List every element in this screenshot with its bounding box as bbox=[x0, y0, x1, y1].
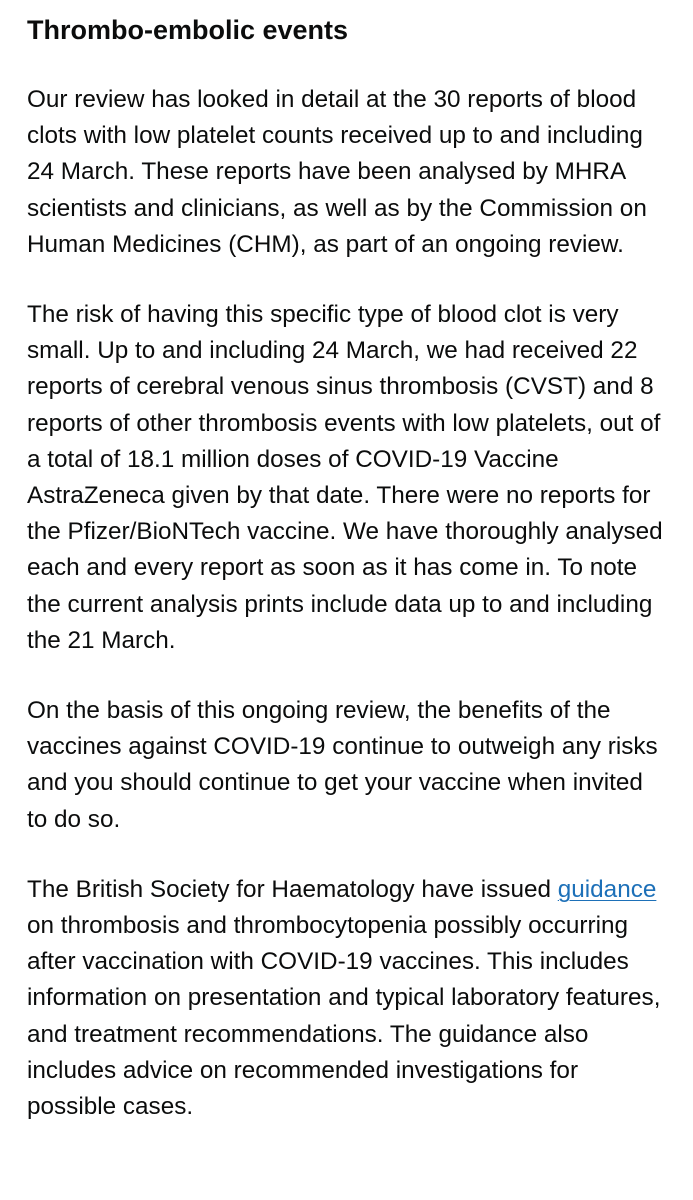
guidance-text-before: The British Society for Haematology have issued bbox=[27, 875, 558, 903]
review-paragraph: Our review has looked in detail at the 30 reports of blood clots with low platelet counts received up to and including 24 March. These reports have been analysed by MHRA scientists and clinicians, as well as by the Commission on Human Medicines (CHM), as part of an ongoing review. bbox=[27, 86, 647, 258]
guidance-paragraph bbox=[27, 872, 663, 1125]
risk-paragraph: The risk of having this specific type of blood clot is very small. Up to and including 24 March, we had received 22 reports of cerebral venous sinus thrombosis (CVST) and 8 reports of other thrombosis events with low platelets, out of a total of 18.1 million doses of COVID-19 Vaccine AstraZeneca given by that date. There were no reports for the Pfizer/BioNTech vaccine. We have thoroughly analysed each and every report as soon as it has come in. To note the current analysis prints include data up to and including the 21 March. bbox=[27, 301, 663, 654]
benefits-paragraph: On the basis of this ongoing review, the benefits of the vaccines against COVID-19 continue to outweigh any risks and you should continue to get your vaccine when invited to do so. bbox=[27, 697, 658, 833]
section-heading: Thrombo-embolic events bbox=[27, 15, 349, 45]
guidance-link[interactable]: guidance bbox=[557, 875, 657, 903]
guidance-text-after: on thrombosis and thrombocytopenia possibly occurring after vaccination with COVID-19 vaccines. This includes information on presentation and typical laboratory features, and treatment recommendations. The guidance also includes advice on recommended investigations for possible cases. bbox=[27, 912, 661, 1121]
